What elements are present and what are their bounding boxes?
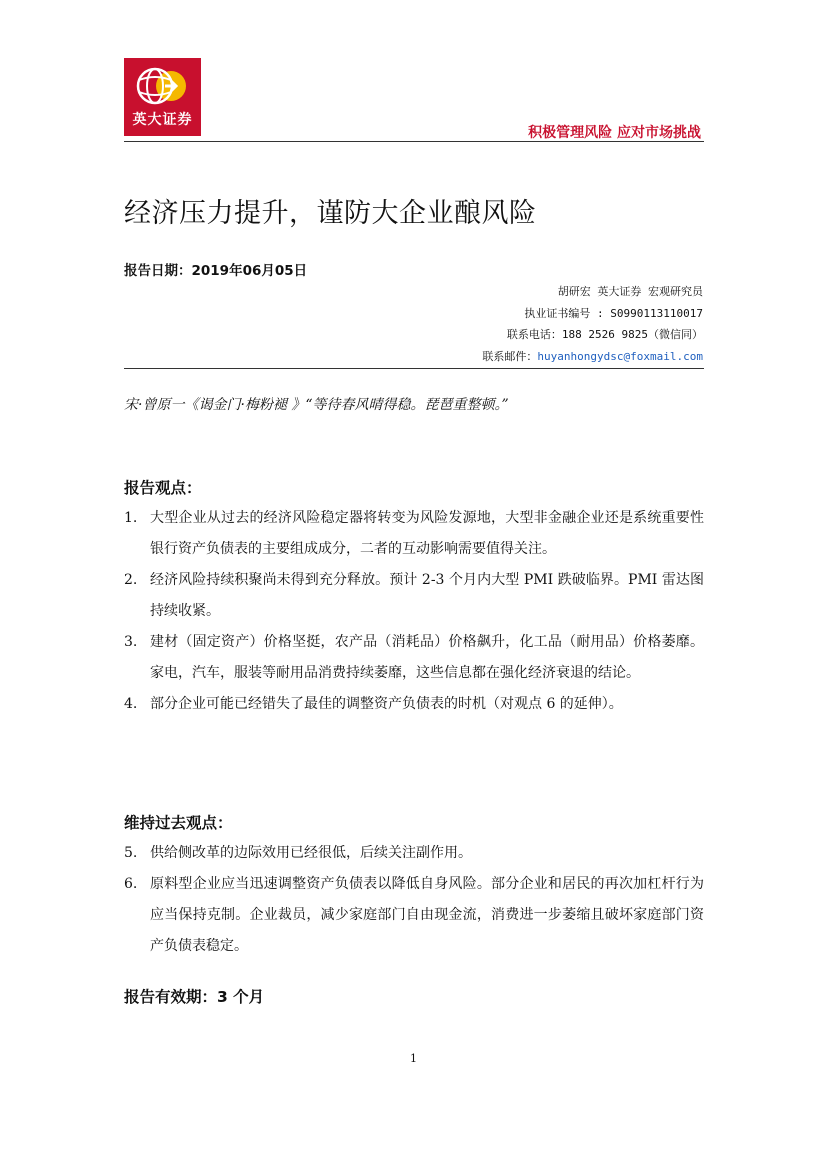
epigraph-quote: 宋·曾原一《谒金门·梅粉褪 》“等待春风晴得稳。琵琶重整顿。”	[124, 397, 509, 413]
item-text: 大型企业从过去的经济风险稳定器将转变为风险发源地，大型非金融企业还是系统重要性银行资产负债表的主要组成成分，二者的互动影响需要值得关注。	[150, 510, 704, 557]
item-number: 2.	[124, 572, 138, 588]
item-number: 5.	[124, 845, 138, 861]
item-text: 供给侧改革的边际效用已经很低，后续关注副作用。	[150, 845, 472, 861]
meta-divider	[124, 368, 704, 369]
item-number: 4.	[124, 696, 138, 712]
author-info	[482, 281, 703, 367]
item-text: 经济风险持续积聚尚未得到充分释放。预计 2-3 个月内大型 PMI 跌破临界。PMI 雷达图持续收紧。	[150, 572, 704, 619]
list-item	[124, 503, 704, 565]
header-divider	[124, 141, 704, 142]
report-date: 报告日期：2019年06月05日	[124, 263, 308, 279]
item-text: 原料型企业应当迅速调整资产负债表以降低自身风险。部分企业和居民的再次加杠杆行为应当保持克制。企业裁员，减少家庭部门自由现金流，消费进一步萎缩且破坏家庭部门资产负债表稳定。	[150, 876, 704, 954]
list-item	[124, 689, 704, 720]
list-item	[124, 869, 704, 962]
email-label: 联系邮件：	[482, 349, 538, 363]
brand-logo	[124, 58, 201, 136]
report-validity: 报告有效期：3 个月	[124, 988, 265, 1006]
item-number: 3.	[124, 634, 138, 650]
past-views-list	[124, 838, 704, 962]
item-number: 6.	[124, 876, 138, 892]
author-email-link[interactable]: huyanhongydsc@foxmail.com	[537, 349, 703, 363]
header-slogan: 积极管理风险 应对市场挑战	[528, 125, 701, 141]
author-email-line	[482, 346, 703, 368]
list-item	[124, 627, 704, 689]
author-name-line: 胡研宏 英大证券 宏观研究员	[557, 285, 703, 298]
list-item	[124, 565, 704, 627]
views-heading: 报告观点：	[124, 479, 202, 497]
globe-logo-icon	[135, 64, 191, 108]
item-text: 部分企业可能已经错失了最佳的调整资产负债表的时机（对观点 6 的延伸）。	[150, 696, 623, 712]
page-number: 1	[410, 1052, 417, 1065]
logo-text: 英大证券	[132, 112, 193, 128]
item-number: 1.	[124, 510, 138, 526]
author-cert-line: 执业证书编号 : S0990113110017	[524, 306, 703, 320]
author-phone-line: 联系电话：188 2526 9825（微信同）	[506, 328, 703, 341]
list-item	[124, 838, 704, 869]
views-list	[124, 503, 704, 720]
report-title: 经济压力提升，谨防大企业酿风险	[124, 198, 537, 229]
past-views-heading: 维持过去观点：	[124, 814, 233, 832]
item-text: 建材（固定资产）价格坚挺，农产品（消耗品）价格飙升，化工品（耐用品）价格萎靡。家电，汽车，服装等耐用品消费持续萎靡，这些信息都在强化经济衰退的结论。	[150, 634, 704, 681]
